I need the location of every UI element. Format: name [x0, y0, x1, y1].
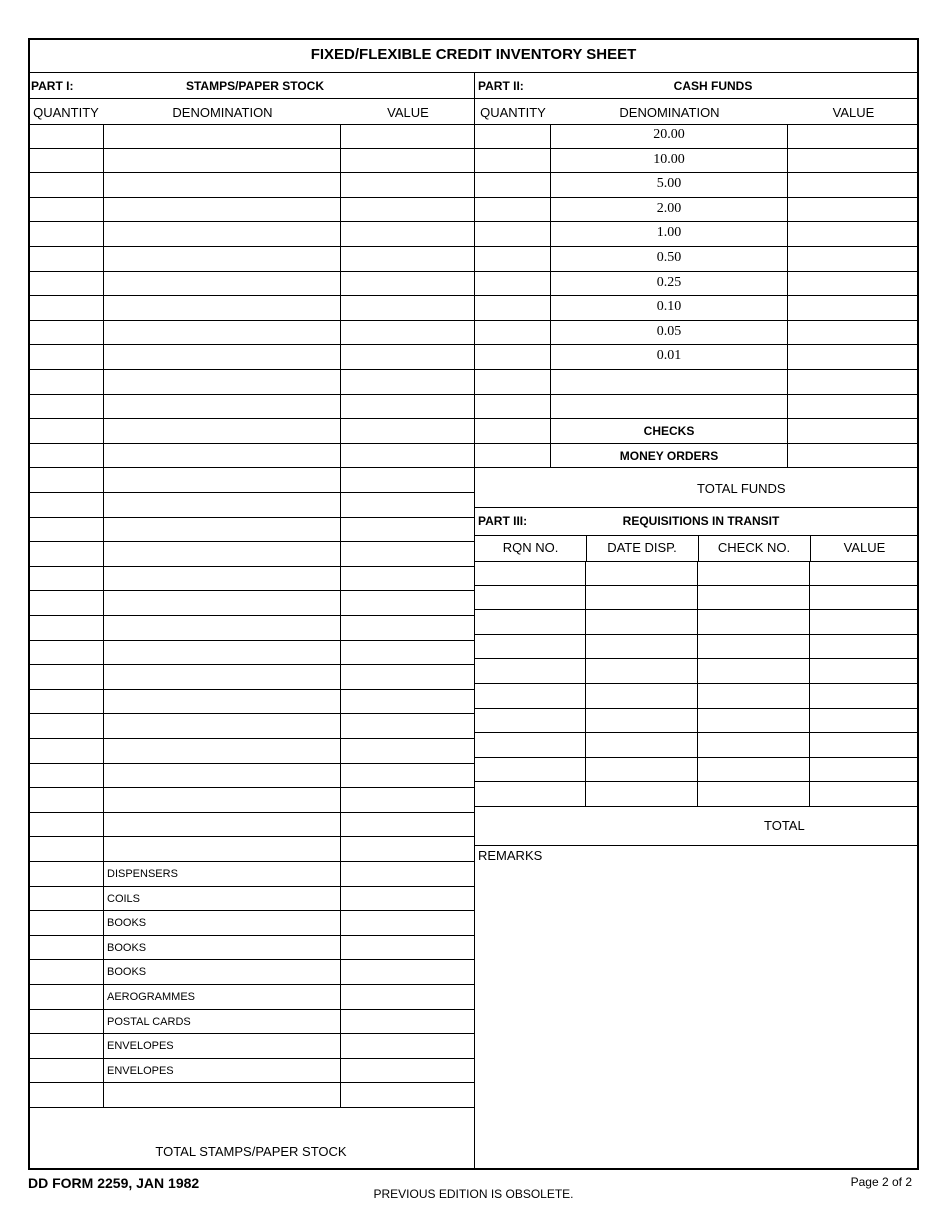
part2-denomination-cell: 0.10 [551, 296, 788, 321]
part1-quantity-cell[interactable] [28, 518, 104, 543]
part2-value-cell[interactable] [788, 321, 919, 346]
part2-value-cell[interactable] [788, 173, 919, 198]
part2-denomination-cell: 10.00 [551, 149, 788, 174]
part2-denomination-cell [551, 370, 788, 395]
part1-quantity-cell[interactable] [28, 198, 104, 223]
part1-value-cell[interactable] [341, 690, 474, 715]
part1-denomination-cell[interactable] [104, 247, 341, 272]
part2-value-cell[interactable] [788, 222, 919, 247]
part1-value-cell[interactable] [341, 985, 474, 1010]
total-funds-divider [474, 507, 919, 508]
part1-value-cell[interactable] [341, 493, 474, 518]
part1-quantity-cell[interactable] [28, 616, 104, 641]
page-number: Page 2 of 2 [850, 1175, 912, 1189]
part1-value-cell[interactable] [341, 370, 474, 395]
part2-value-cell[interactable] [788, 444, 919, 469]
part3-label: PART III: [478, 514, 528, 528]
part3-check-cell[interactable] [698, 586, 810, 611]
part1-value-cell[interactable] [341, 887, 474, 912]
remarks-label: REMARKS [478, 848, 543, 863]
part2-quantity-cell[interactable] [474, 198, 551, 223]
part1-header-quantity: QUANTITY [33, 105, 99, 120]
part1-value-cell[interactable] [341, 198, 474, 223]
part1-quantity-cell[interactable] [28, 173, 104, 198]
part3-date-cell[interactable] [586, 709, 698, 734]
part1-quantity-cell[interactable] [28, 788, 104, 813]
part3-check-cell[interactable] [698, 659, 810, 684]
part1-denomination-cell[interactable] [104, 518, 341, 543]
part3-check-cell[interactable] [698, 684, 810, 709]
part1-value-cell[interactable] [341, 788, 474, 813]
part1-value-cell[interactable] [341, 296, 474, 321]
part1-denomination-cell[interactable] [104, 591, 341, 616]
part3-check-cell[interactable] [698, 635, 810, 660]
part2-quantity-cell[interactable] [474, 419, 551, 444]
part1-quantity-cell[interactable] [28, 345, 104, 370]
part1-quantity-cell[interactable] [28, 468, 104, 493]
part1-value-cell[interactable] [341, 1059, 474, 1084]
part1-value-cell[interactable] [341, 665, 474, 690]
part2-quantity-cell[interactable] [474, 222, 551, 247]
part3-value-cell[interactable] [810, 586, 919, 611]
part1-quantity-cell[interactable] [28, 591, 104, 616]
part3-date-cell[interactable] [586, 610, 698, 635]
part1-quantity-cell[interactable] [28, 149, 104, 174]
part1-quantity-cell[interactable] [28, 395, 104, 420]
part3-header-divider [474, 535, 919, 536]
part3-rqn-cell[interactable] [474, 659, 586, 684]
part1-value-cell[interactable] [341, 739, 474, 764]
part2-value-cell[interactable] [788, 296, 919, 321]
part1-value-cell[interactable] [341, 591, 474, 616]
part1-denomination-cell[interactable] [104, 198, 341, 223]
part1-value-cell[interactable] [341, 272, 474, 297]
remarks-field[interactable] [476, 866, 917, 1168]
part1-quantity-cell[interactable] [28, 124, 104, 149]
part3-rqn-cell[interactable] [474, 709, 586, 734]
part3-value-cell[interactable] [810, 635, 919, 660]
part1-quantity-cell[interactable] [28, 837, 104, 862]
part3-rqn-cell[interactable] [474, 684, 586, 709]
part2-quantity-cell[interactable] [474, 370, 551, 395]
part1-label: PART I: [31, 79, 74, 93]
part1-denomination-cell[interactable] [104, 468, 341, 493]
part1-denomination-cell[interactable] [104, 1083, 341, 1108]
part1-denomination-cell[interactable] [104, 296, 341, 321]
part2-value-cell[interactable] [788, 395, 919, 420]
part1-value-cell[interactable] [341, 542, 474, 567]
part2-denomination-cell: 5.00 [551, 173, 788, 198]
part2-denomination-cell: 0.05 [551, 321, 788, 346]
part3-value-cell[interactable] [810, 709, 919, 734]
part1-value-cell[interactable] [341, 444, 474, 469]
part1-header-value: VALUE [387, 105, 429, 120]
part1-value-cell[interactable] [341, 567, 474, 592]
part1-quantity-cell[interactable] [28, 493, 104, 518]
part2-value-cell[interactable] [788, 198, 919, 223]
part1-value-cell[interactable] [341, 518, 474, 543]
part2-quantity-cell[interactable] [474, 345, 551, 370]
part3-value-cell[interactable] [810, 659, 919, 684]
part2-value-cell[interactable] [788, 345, 919, 370]
part3-value-cell[interactable] [810, 782, 919, 807]
part1-value-cell[interactable] [341, 813, 474, 838]
part1-quantity-cell[interactable] [28, 370, 104, 395]
part3-header-separator [698, 535, 699, 561]
part2-quantity-cell[interactable] [474, 296, 551, 321]
part2-quantity-cell[interactable] [474, 247, 551, 272]
part1-quantity-cell[interactable] [28, 985, 104, 1010]
part1-denomination-cell[interactable] [104, 690, 341, 715]
part2-quantity-cell[interactable] [474, 149, 551, 174]
part1-denomination-cell[interactable] [104, 665, 341, 690]
part1-quantity-cell[interactable] [28, 1034, 104, 1059]
part3-rqn-cell[interactable] [474, 561, 586, 586]
part1-value-cell[interactable] [341, 837, 474, 862]
part1-denomination-cell[interactable]: BOOKS [104, 960, 341, 985]
part1-quantity-cell[interactable] [28, 862, 104, 887]
part1-value-cell[interactable] [341, 911, 474, 936]
part3-rqn-cell[interactable] [474, 733, 586, 758]
part2-quantity-cell[interactable] [474, 124, 551, 149]
part3-check-cell[interactable] [698, 782, 810, 807]
part1-value-cell[interactable] [341, 764, 474, 789]
part1-denomination-cell[interactable] [104, 493, 341, 518]
part2-denomination-cell: 1.00 [551, 222, 788, 247]
remarks-divider [474, 845, 919, 846]
part2-title: CASH FUNDS [673, 79, 753, 93]
part1-denomination-cell[interactable] [104, 419, 341, 444]
part2-denomination-cell: CHECKS [551, 419, 788, 444]
part1-header-denomination: DENOMINATION [172, 105, 273, 120]
part1-denomination-cell[interactable] [104, 641, 341, 666]
part3-header-rqn: RQN NO. [502, 540, 559, 555]
part3-total-label: TOTAL [764, 818, 805, 833]
form-number: DD FORM 2259, JAN 1982 [28, 1175, 200, 1191]
part1-denomination-cell[interactable] [104, 739, 341, 764]
part2-label: PART II: [478, 79, 524, 93]
part2-quantity-cell[interactable] [474, 444, 551, 469]
part1-value-cell[interactable] [341, 616, 474, 641]
part3-rqn-cell[interactable] [474, 782, 586, 807]
part1-value-cell[interactable] [341, 468, 474, 493]
part1-denomination-cell[interactable]: BOOKS [104, 911, 341, 936]
part1-quantity-cell[interactable] [28, 960, 104, 985]
part2-quantity-cell[interactable] [474, 272, 551, 297]
part1-quantity-cell[interactable] [28, 247, 104, 272]
part1-quantity-cell[interactable] [28, 887, 104, 912]
part3-date-cell[interactable] [586, 659, 698, 684]
part1-quantity-cell[interactable] [28, 764, 104, 789]
part1-total-label: TOTAL STAMPS/PAPER STOCK [155, 1144, 347, 1159]
part1-quantity-cell[interactable] [28, 419, 104, 444]
part1-quantity-cell[interactable] [28, 1083, 104, 1108]
part3-rqn-cell[interactable] [474, 635, 586, 660]
part3-value-cell[interactable] [810, 561, 919, 586]
part1-denomination-cell[interactable] [104, 542, 341, 567]
part1-value-cell[interactable] [341, 862, 474, 887]
part3-date-cell[interactable] [586, 758, 698, 783]
part1-quantity-cell[interactable] [28, 641, 104, 666]
part2-denomination-cell: 2.00 [551, 198, 788, 223]
part3-header-check: CHECK NO. [717, 540, 791, 555]
part1-quantity-cell[interactable] [28, 1059, 104, 1084]
part2-value-cell[interactable] [788, 149, 919, 174]
part1-denomination-cell[interactable] [104, 813, 341, 838]
part1-value-cell[interactable] [341, 1010, 474, 1035]
part1-value-cell[interactable] [341, 641, 474, 666]
part1-value-cell[interactable] [341, 714, 474, 739]
part1-denomination-cell[interactable]: DISPENSERS [104, 862, 341, 887]
part1-quantity-cell[interactable] [28, 222, 104, 247]
part3-check-cell[interactable] [698, 709, 810, 734]
part3-check-cell[interactable] [698, 610, 810, 635]
part3-value-cell[interactable] [810, 733, 919, 758]
part1-value-cell[interactable] [341, 173, 474, 198]
part2-quantity-cell[interactable] [474, 321, 551, 346]
part1-quantity-cell[interactable] [28, 567, 104, 592]
part1-quantity-cell[interactable] [28, 665, 104, 690]
part1-value-cell[interactable] [341, 222, 474, 247]
part1-denomination-cell[interactable] [104, 395, 341, 420]
part2-denomination-cell: 0.25 [551, 272, 788, 297]
part1-quantity-cell[interactable] [28, 936, 104, 961]
part1-denomination-cell[interactable] [104, 567, 341, 592]
part1-denomination-cell[interactable] [104, 321, 341, 346]
part1-quantity-cell[interactable] [28, 813, 104, 838]
part2-value-cell[interactable] [788, 247, 919, 272]
part3-date-cell[interactable] [586, 635, 698, 660]
part1-value-cell[interactable] [341, 960, 474, 985]
part1-quantity-cell[interactable] [28, 296, 104, 321]
part2-value-cell[interactable] [788, 272, 919, 297]
part3-check-cell[interactable] [698, 733, 810, 758]
part1-denomination-cell[interactable] [104, 345, 341, 370]
part1-value-cell[interactable] [341, 395, 474, 420]
part2-denomination-cell: 0.50 [551, 247, 788, 272]
edition-note: PREVIOUS EDITION IS OBSOLETE. [373, 1187, 574, 1201]
part3-date-cell[interactable] [586, 782, 698, 807]
part3-date-cell[interactable] [586, 561, 698, 586]
part3-date-cell[interactable] [586, 586, 698, 611]
part2-denomination-cell: 0.01 [551, 345, 788, 370]
total-funds-label: TOTAL FUNDS [697, 481, 786, 496]
part1-value-cell[interactable] [341, 419, 474, 444]
part1-quantity-cell[interactable] [28, 321, 104, 346]
part3-header-separator [586, 535, 587, 561]
part1-denomination-cell[interactable]: BOOKS [104, 936, 341, 961]
part3-rqn-cell[interactable] [474, 586, 586, 611]
part1-value-cell[interactable] [341, 321, 474, 346]
part2-value-cell[interactable] [788, 370, 919, 395]
part1-denomination-cell[interactable] [104, 764, 341, 789]
part1-value-cell[interactable] [341, 936, 474, 961]
part3-title: REQUISITIONS IN TRANSIT [622, 514, 780, 528]
part2-value-cell[interactable] [788, 124, 919, 149]
part2-header-denomination: DENOMINATION [619, 105, 720, 120]
part2-quantity-cell[interactable] [474, 395, 551, 420]
part2-denomination-cell: 20.00 [551, 124, 788, 149]
part3-header-date: DATE DISP. [607, 540, 677, 555]
part1-denomination-cell[interactable] [104, 837, 341, 862]
part1-denomination-cell[interactable] [104, 173, 341, 198]
part2-header-quantity: QUANTITY [480, 105, 546, 120]
form-title: FIXED/FLEXIBLE CREDIT INVENTORY SHEET [310, 46, 637, 63]
part1-denomination-cell[interactable] [104, 788, 341, 813]
part1-denomination-cell[interactable] [104, 714, 341, 739]
part3-rqn-cell[interactable] [474, 758, 586, 783]
part1-quantity-cell[interactable] [28, 714, 104, 739]
part3-value-cell[interactable] [810, 610, 919, 635]
part1-quantity-cell[interactable] [28, 272, 104, 297]
part1-denomination-cell[interactable] [104, 124, 341, 149]
part1-quantity-cell[interactable] [28, 444, 104, 469]
part1-value-cell[interactable] [341, 1034, 474, 1059]
part2-value-cell[interactable] [788, 419, 919, 444]
part1-quantity-cell[interactable] [28, 690, 104, 715]
part1-denomination-cell[interactable]: ENVELOPES [104, 1034, 341, 1059]
part3-date-cell[interactable] [586, 684, 698, 709]
part1-value-cell[interactable] [341, 124, 474, 149]
part1-quantity-cell[interactable] [28, 739, 104, 764]
part1-denomination-cell[interactable] [104, 149, 341, 174]
part1-quantity-cell[interactable] [28, 911, 104, 936]
part2-quantity-cell[interactable] [474, 173, 551, 198]
part3-header-separator [810, 535, 811, 561]
part3-check-cell[interactable] [698, 561, 810, 586]
part1-value-cell[interactable] [341, 345, 474, 370]
part3-check-cell[interactable] [698, 758, 810, 783]
part2-denomination-cell: MONEY ORDERS [551, 444, 788, 469]
part1-quantity-cell[interactable] [28, 1010, 104, 1035]
part1-denomination-cell[interactable]: COILS [104, 887, 341, 912]
part3-rqn-cell[interactable] [474, 610, 586, 635]
part1-value-cell[interactable] [341, 1083, 474, 1108]
part1-value-cell[interactable] [341, 247, 474, 272]
part1-denomination-cell[interactable] [104, 444, 341, 469]
part1-denomination-cell[interactable] [104, 370, 341, 395]
part1-quantity-cell[interactable] [28, 542, 104, 567]
part1-title: STAMPS/PAPER STOCK [185, 79, 325, 93]
part1-denomination-cell[interactable]: AEROGRAMMES [104, 985, 341, 1010]
part3-date-cell[interactable] [586, 733, 698, 758]
part3-value-cell[interactable] [810, 684, 919, 709]
part2-header-value: VALUE [832, 105, 875, 120]
part1-denomination-cell[interactable]: ENVELOPES [104, 1059, 341, 1084]
part2-denomination-cell [551, 395, 788, 420]
part1-denomination-cell[interactable] [104, 272, 341, 297]
part1-value-cell[interactable] [341, 149, 474, 174]
part1-denomination-cell[interactable] [104, 222, 341, 247]
part3-value-cell[interactable] [810, 758, 919, 783]
part1-denomination-cell[interactable] [104, 616, 341, 641]
part3-header-value: VALUE [843, 540, 886, 555]
part1-denomination-cell[interactable]: POSTAL CARDS [104, 1010, 341, 1035]
